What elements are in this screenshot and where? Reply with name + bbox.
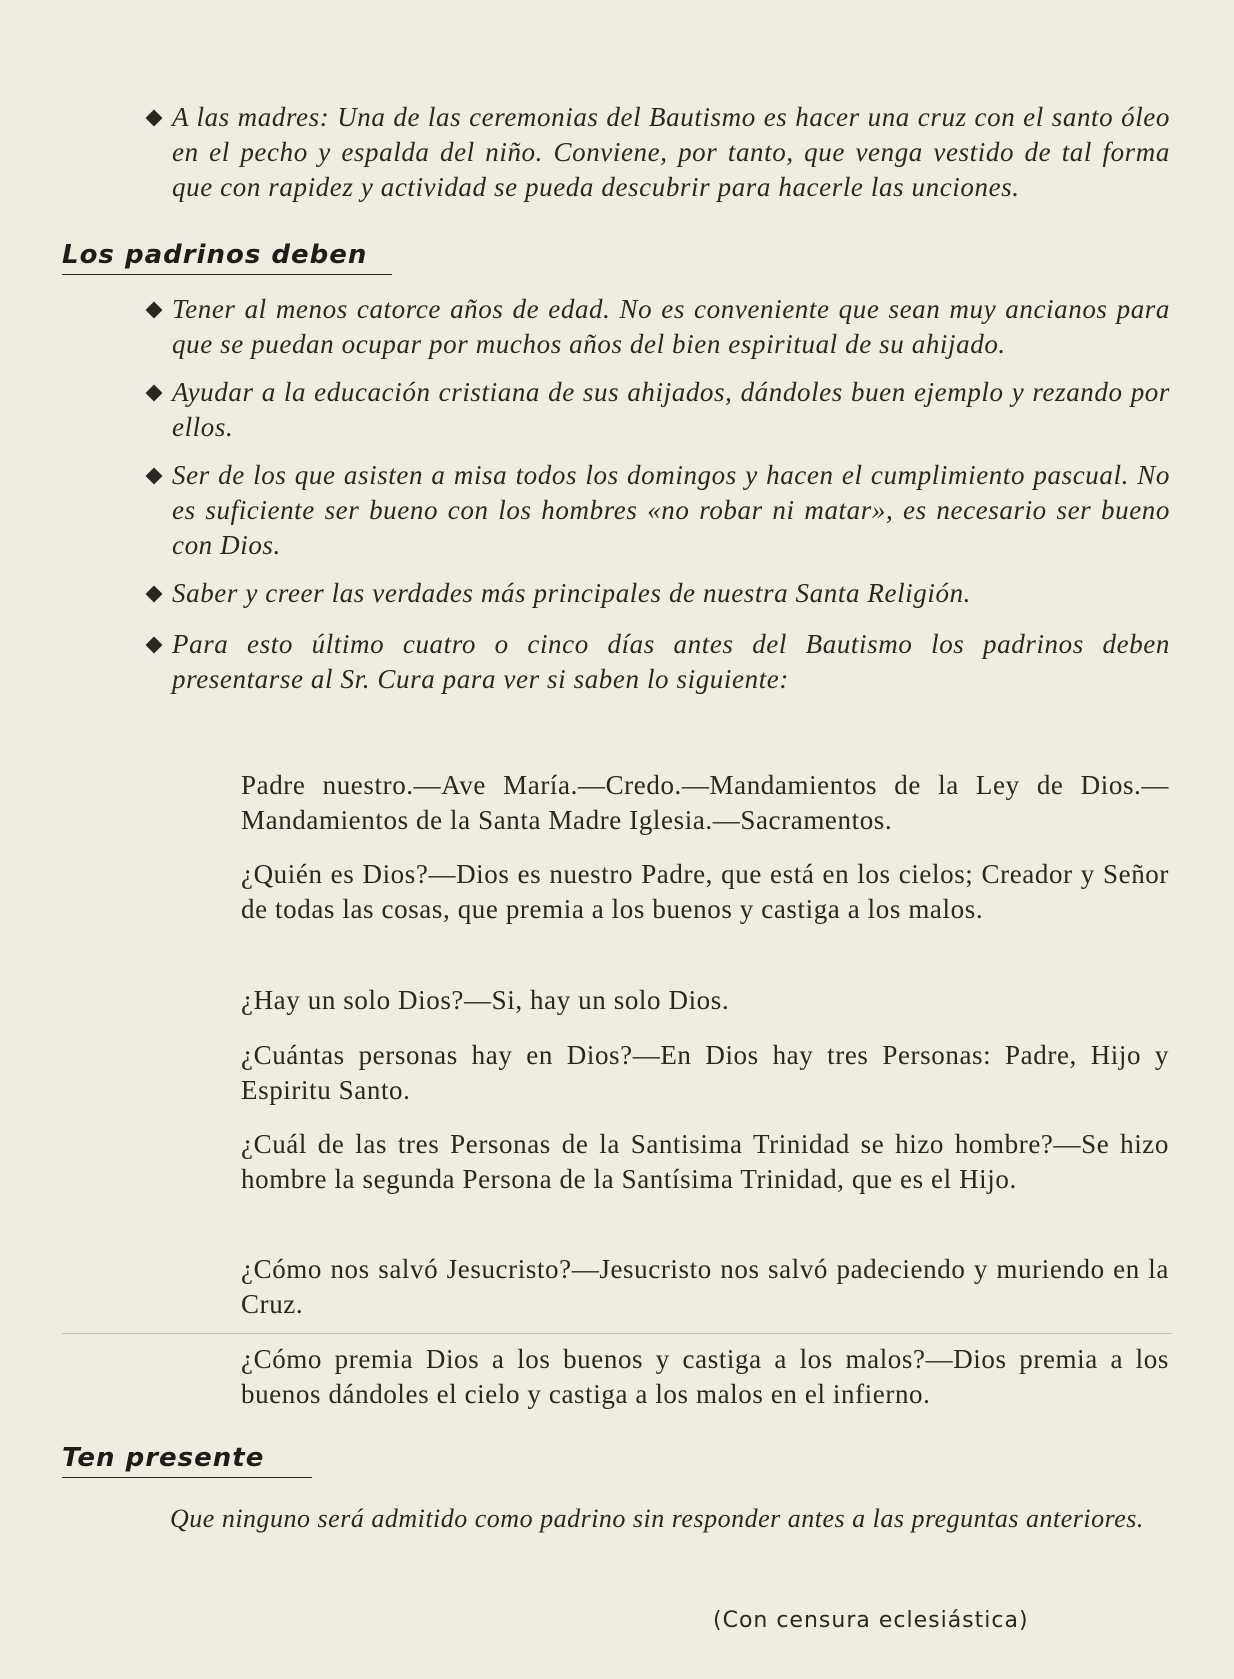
bullet-diamond-icon [146,586,163,603]
bullet-diamond-icon [146,110,163,127]
catechism-item: ¿Hay un solo Dios?—Si, hay un solo Dios. [241,985,730,1015]
padrinos-bullet-text: Saber y creer las verdades más principales de nuestra Santa Religión. [172,578,972,608]
section-heading-padrinos: Los padrinos deben [62,240,392,275]
divider [62,1333,1172,1334]
catechism-item: ¿Cuántas personas hay en Dios?—En Dios hay tres Personas: Padre, Hijo y Espiritu Santo. [241,1040,1169,1105]
footer-censura: (Con censura eclesiástica) [713,1608,1029,1633]
padrinos-bullet-text: Para esto último cuatro o cinco días antes del Bautismo los padrinos deben presentarse al Sr. Cura para ver si saben lo siguiente: [172,629,1170,694]
catechism-item: Padre nuestro.—Ave María.—Credo.—Mandamientos de la Ley de Dios.—Mandamientos de la Santa Madre Iglesia.—Sacramentos. [241,770,1169,835]
catechism-item: ¿Quién es Dios?—Dios es nuestro Padre, que está en los cielos; Creador y Señor de todas las cosas, que premia a los buenos y castiga a los malos. [241,859,1169,924]
bullet-diamond-icon [146,302,163,319]
bullet-diamond-icon [146,385,163,402]
bullet-diamond-icon [146,468,163,485]
catechism-item: ¿Cómo nos salvó Jesucristo?—Jesucristo nos salvó padeciendo y muriendo en la Cruz. [241,1254,1169,1319]
ten-presente-text: Que ninguno será admitido como padrino sin responder antes a las preguntas anteriores. [170,1504,1144,1533]
intro-bullet-text: A las madres: Una de las ceremonias del Bautismo es hacer una cruz con el santo óleo en el pecho y espalda del niño. Conviene, por tanto, que venga vestido de tal forma que con rapidez y actividad se pueda descubrir para hacerle las unciones. [172,102,1170,202]
padrinos-bullet-text: Ser de los que asisten a misa todos los domingos y hacen el cumplimiento pascual. No es suficiente ser bueno con los hombres «no robar ni matar», es necesario ser bueno con Dios. [172,460,1170,560]
section-heading-ten-presente: Ten presente [62,1443,312,1478]
catechism-item: ¿Cómo premia Dios a los buenos y castiga a los malos?—Dios premia a los buenos dándoles el cielo y castiga a los malos en el infierno. [241,1344,1169,1409]
padrinos-bullet-text: Tener al menos catorce años de edad. No es conveniente que sean muy ancianos para que se puedan ocupar por muchos años del bien espiritual de su ahijado. [172,294,1170,359]
bullet-diamond-icon [146,637,163,654]
padrinos-bullet-text: Ayudar a la educación cristiana de sus ahijados, dándoles buen ejemplo y rezando por ellos. [172,377,1170,442]
catechism-item: ¿Cuál de las tres Personas de la Santisima Trinidad se hizo hombre?—Se hizo hombre la segunda Persona de la Santísima Trinidad, que es el Hijo. [241,1129,1169,1194]
